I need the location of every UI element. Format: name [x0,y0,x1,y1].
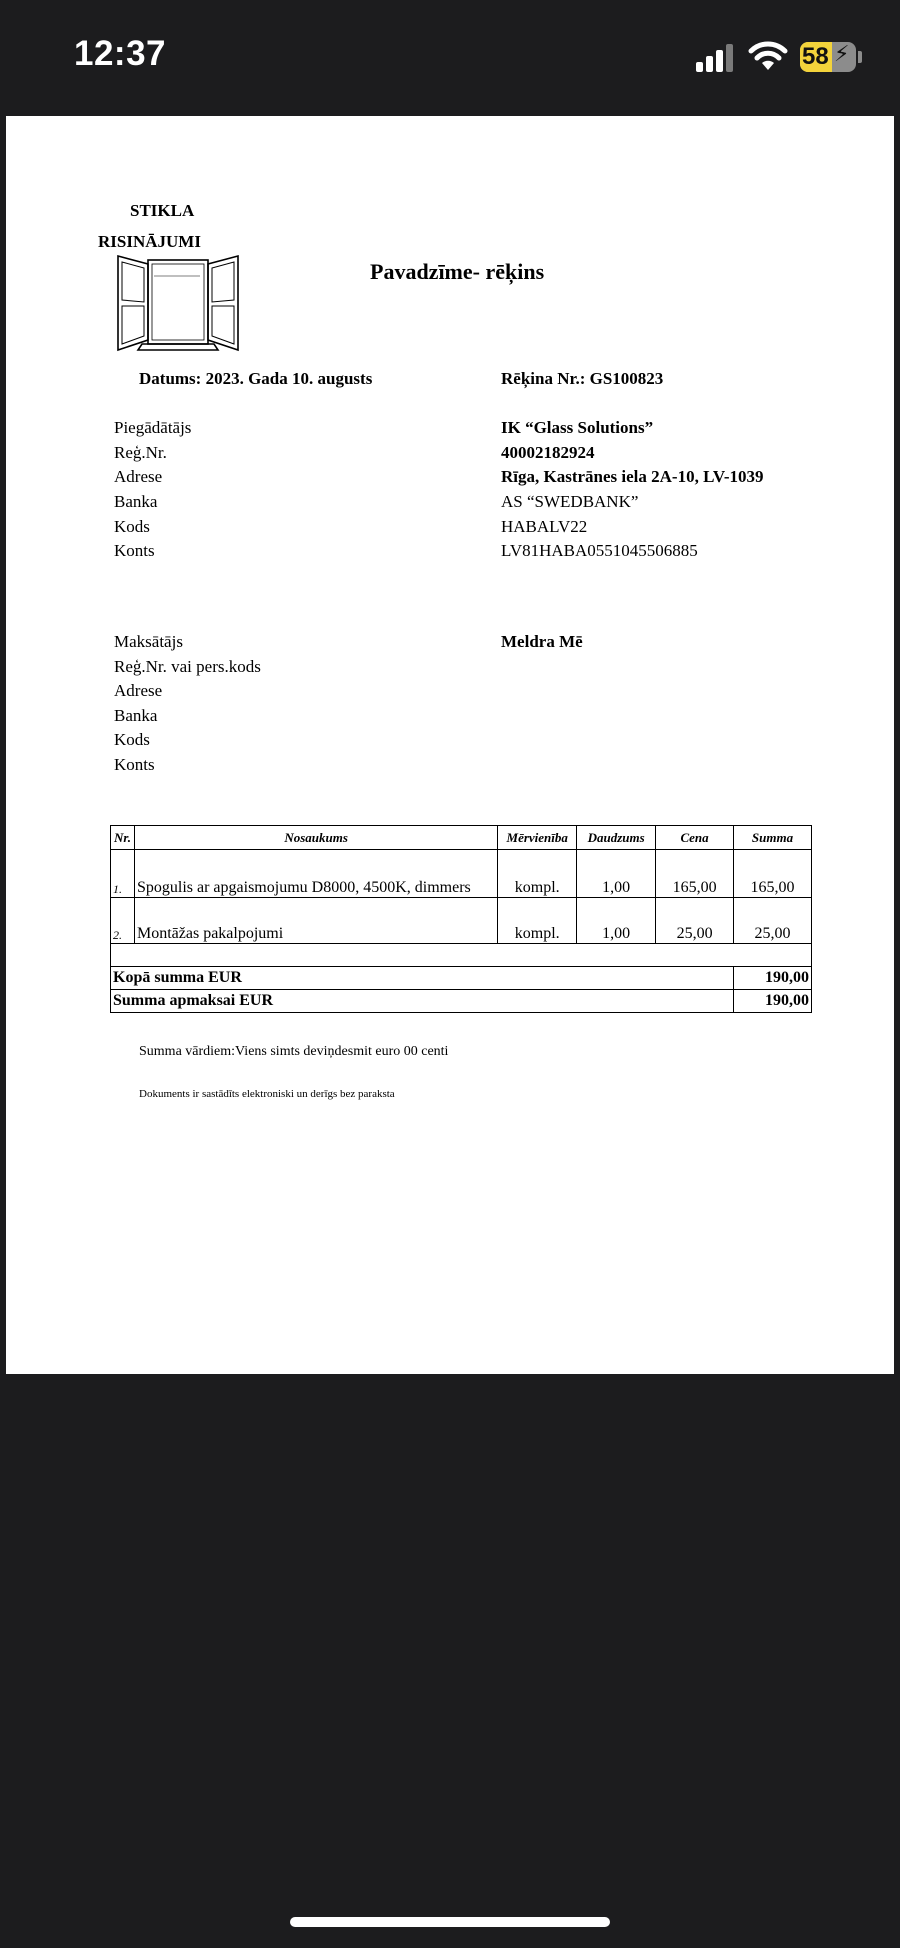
battery-icon [800,42,856,72]
row-qty: 1,00 [577,898,656,944]
header-unit: Mērvienība [498,826,577,850]
sum-in-words: Summa vārdiem:Viens simts deviņdesmit euro 00 centi [139,1044,449,1059]
home-indicator[interactable] [290,1917,610,1927]
row-sum: 25,00 [734,898,812,944]
header-price: Cena [656,826,734,850]
supplier-account-label: Konts [114,541,155,560]
row-sum: 165,00 [734,850,812,898]
payer-account-label: Konts [114,755,155,774]
header-sum: Summa [734,826,812,850]
row-unit: kompl. [498,898,577,944]
row-price: 25,00 [656,898,734,944]
payer-address-label: Adrese [114,681,163,700]
supplier-address: Rīga, Kastrānes iela 2A-10, LV-1039 [501,467,764,486]
status-bar [0,0,900,116]
document-title: Pavadzīme- rēķins [370,259,545,284]
row-name: Spogulis ar apgaismojumu D8000, 4500K, dimmers [134,850,497,898]
payer-reg-label: Reģ.Nr. vai pers.kods [114,657,261,676]
payment-row [111,990,812,1013]
supplier-reg-number: 40002182924 [501,443,595,462]
row-name: Montāžas pakalpojumi [134,898,497,944]
header-qty: Daudzums [577,826,656,850]
payer-name: Meldra Mē [501,632,583,651]
payment-label: Summa apmaksai EUR [111,990,734,1013]
total-label: Kopā summa EUR [111,967,734,990]
supplier-code-label: Kods [114,517,150,536]
row-qty: 1,00 [577,850,656,898]
document-page [6,116,894,1374]
supplier-bank: AS “SWEDBANK” [501,492,639,511]
invoice-number: Rēķina Nr.: GS100823 [501,369,664,388]
supplier-bank-code: HABALV22 [501,517,588,536]
status-time: 12:37 [74,34,167,73]
company-logo-line2: RISINĀJUMI [98,232,201,251]
footer-note: Dokuments ir sastādīts elektroniski un derīgs bez paraksta [139,1088,395,1100]
row-nr: 1. [111,850,135,898]
supplier-address-label: Adrese [114,467,163,486]
row-price: 165,00 [656,850,734,898]
cellular-signal-icon [696,42,736,72]
company-logo-line1: STIKLA [130,201,195,220]
header-nr: Nr. [111,826,135,850]
charging-bolt-icon: ⚡ [834,42,850,67]
payment-value: 190,00 [734,990,812,1013]
supplier-bank-label: Banka [114,492,158,511]
supplier-label: Piegādātājs [114,418,192,437]
battery-level: 58 [802,43,829,70]
supplier-reg-label: Reģ.Nr. [114,443,167,462]
invoice-items-table [110,825,812,1013]
open-window-icon [114,254,242,354]
total-row [111,967,812,990]
table-row [111,850,812,898]
row-unit: kompl. [498,850,577,898]
table-header-row [111,826,812,850]
row-nr: 2. [111,898,135,944]
table-spacer-row [111,944,812,967]
supplier-name: IK “Glass Solutions” [501,418,654,437]
table-row [111,898,812,944]
header-name: Nosaukums [134,826,497,850]
invoice-date: Datums: 2023. Gada 10. augusts [139,369,373,388]
battery-tip [858,51,862,63]
payer-label: Maksātājs [114,632,183,651]
payer-bank-label: Banka [114,706,158,725]
payer-code-label: Kods [114,730,150,749]
supplier-account: LV81HABA0551045506885 [501,541,698,560]
wifi-icon [748,40,788,72]
total-value: 190,00 [734,967,812,990]
